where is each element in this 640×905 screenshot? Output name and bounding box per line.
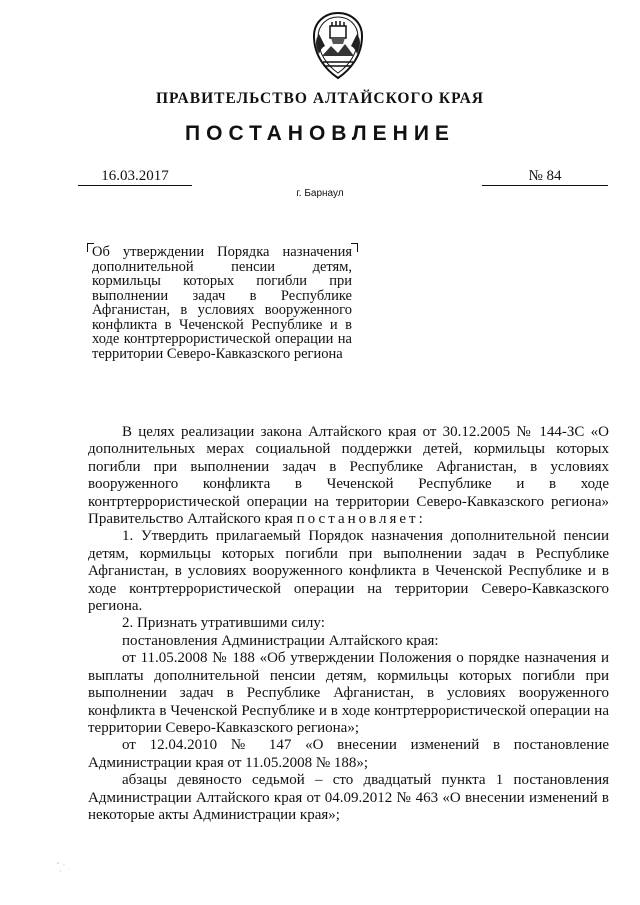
intro-text: В целях реализации закона Алтайского края от 30.12.2005 № 144-ЗС «О дополнительных мерах социальной поддержки детей, кормильцы которых погибли при выполнении задач в Республике Афганистан, в условиях вооруженного конфликта в Чеченской Республике и в ходе контртеррористической операции на территории Северо-Кавказского региона» Правительство Алтайского края (88, 424, 609, 528)
document-date: 16.03.2017 (78, 168, 192, 186)
subject-corner-right (351, 243, 358, 252)
item-2-heading: постановления Администрации Алтайского края: (122, 632, 439, 649)
government-title: ПРАВИТЕЛЬСТВО АЛТАЙСКОГО КРАЯ (156, 90, 484, 107)
document-type-title: ПОСТАНОВЛЕНИЕ (185, 122, 455, 145)
document-body (88, 424, 609, 824)
intro-keyword: постановляет: (296, 511, 426, 528)
item-2: 2. Признать утратившими силу: (122, 615, 325, 632)
scan-specks (55, 860, 75, 874)
item-1: 1. Утвердить прилагаемый Порядок назначения дополнительной пенсии детям, кормильцы которых погибли при выполнении задач в Республике Афганистан, в условиях вооруженного конфликта в Чеченской Республике и в ходе контртеррористической операции на территории Северо-Кавказского региона. (88, 528, 609, 615)
coat-of-arms-icon (309, 12, 367, 80)
document-city: г. Барнаул (296, 188, 344, 199)
item-2-c: абзацы девяносто седьмой – сто двадцатый пункта 1 постановления Администрации Алтайского края от 04.09.2012 № 463 «О внесении изменений в некоторые акты Администрации края»; (88, 772, 609, 823)
document-subject: Об утверждении Порядка назначения дополнительной пенсии детям, кормильцы которых погибли при выполнении задач в Республике Афганистан, в условиях вооруженного конфликта в Чеченской Республике и в ходе контртеррористической операции на территории Северо-Кавказского региона (92, 244, 352, 362)
document-number: № 84 (482, 168, 608, 186)
item-2-b: от 12.04.2010 № 147 «О внесении изменений в постановление Администрации края от 11.05.2008 № 188»; (88, 737, 609, 771)
intro-paragraph (88, 424, 609, 528)
item-2-a: от 11.05.2008 № 188 «Об утверждении Положения о порядке назначения и выплаты дополнительной пенсии детям, кормильцы которых погибли при выполнении задач в Республике Афганистан, в условиях вооруженного конфликта в Чеченской Республике и в ходе контртеррористической операции на территории Северо-Кавказского региона»; (88, 650, 609, 736)
